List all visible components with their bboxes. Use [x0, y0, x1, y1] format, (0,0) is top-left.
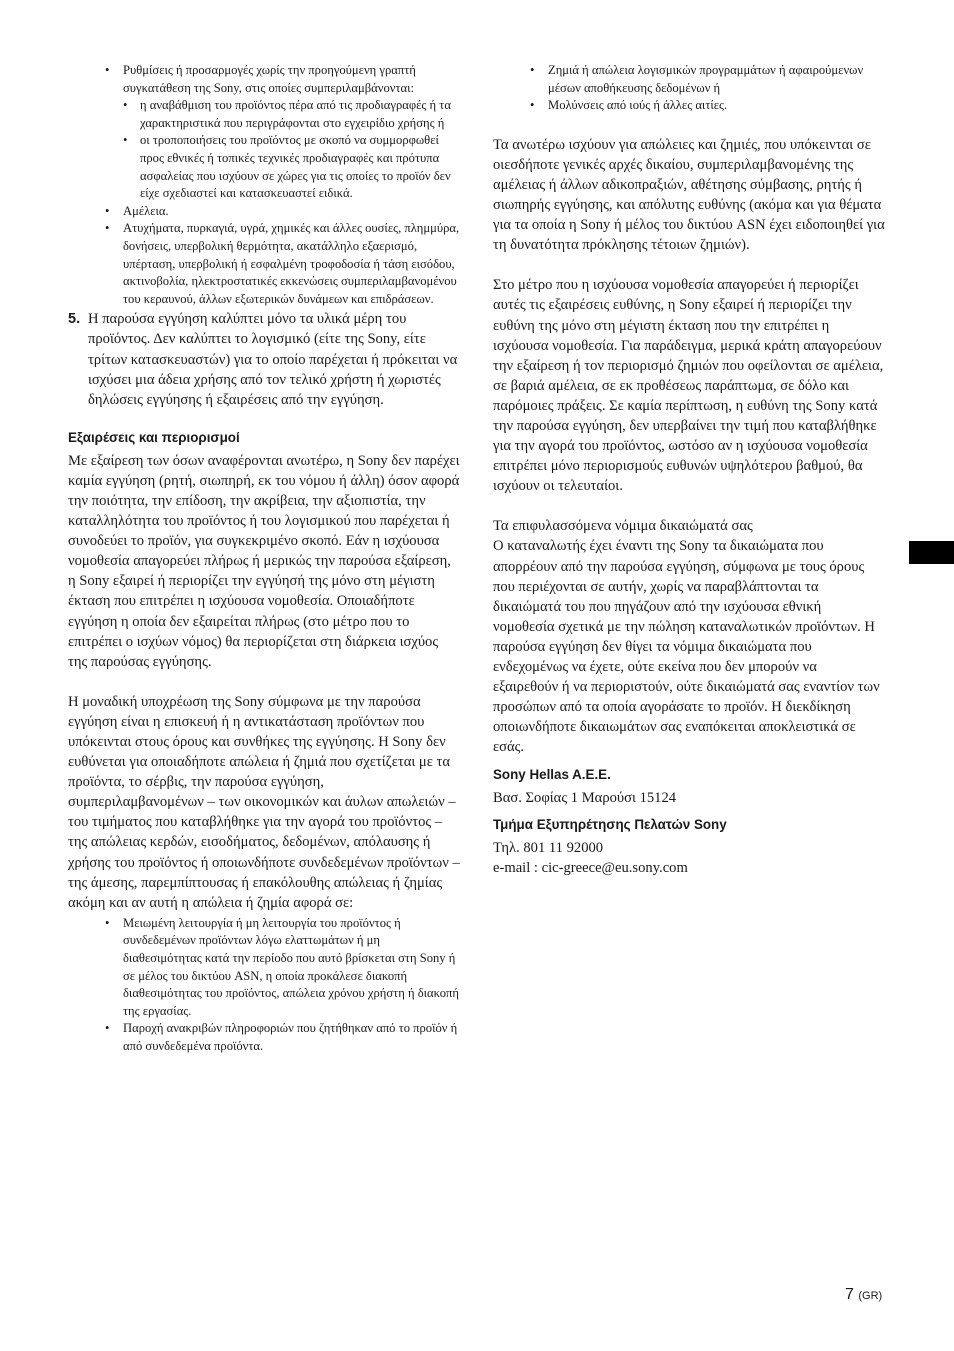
phone-number: Τηλ. 801 11 92000 [493, 839, 604, 856]
paragraph: Με εξαίρεση των όσων αναφέρονται ανωτέρω, η Sony δεν παρέχει καμία εγγύηση (ρητή, σιωπηρή, εκ του νόμου ή άλλη) όσον αφορά την ποιότητα, την επίδοση, την ακρίβεια, την αξιοπιστία, την καταλληλότητα του προϊόντος ή του λογισμικού που παρέχεται ή συνοδεύει το προϊόν, για συγκεκριμένο σκοπό. Εάν η ισχύουσα νομοθεσία απαγορεύει πλήρως ή μερικώς την παρούσα εξαίρεση, η Sony εξαιρεί ή περιορίζει την εγγύησή της μόνο στη μέγιστη έκταση που επιτρέπει η ισχύουσα νομοθεσία. Οποιαδήποτε εγγύηση η οποία δεν εξαιρείται πλήρως (στο μέτρο που το επιτρέπει ο ισχύων νόμος) θα περιορίζεται στη διάρκεια ισχύος της παρούσας εγγύησης. [68, 452, 460, 670]
service-heading: Τμήμα Εξυπηρέτησης Πελατών Sony [493, 816, 727, 832]
right-column [493, 62, 885, 878]
sub-list-item: • οι τροποποιήσεις του προϊόντος με σκοπό να συμμορφωθεί προς εθνικές ή τοπικές τεχνικές προδιαγραφές και πρότυπα ασφαλείας που ισχύουν σε χώρες για τις οποίες το προϊόν δεν είχε σχεδιαστεί και κατασκευαστεί ειδικά. [123, 132, 460, 202]
sub-list-item: • η αναβάθμιση του προϊόντος πέρα από τις προδιαγραφές ή τα χαρακτηριστικά που περιγράφονται στο εγχειρίδιο χρήσης ή [123, 97, 460, 132]
section-heading: Εξαιρέσεις και περιορισμοί [68, 429, 240, 445]
loss-list [68, 915, 460, 1056]
sub-list [123, 97, 460, 203]
list-item [68, 62, 460, 203]
paragraph: Στο μέτρο που η ισχύουσα νομοθεσία απαγορεύει ή περιορίζει αυτές τις εξαιρέσεις ευθύνης, η Sony εξαιρεί ή περιορίζει την ευθύνη της μόνο στη μέγιστη έκταση που την επιτρέπει η ισχύουσα νομοθεσία. Για παράδειγμα, μερικά κράτη απαγορεύουν την εξαίρεση ή τον περιορισμό ζημιών που οφείλονται σε αμέλεια, σε βαριά αμέλεια, σε εκ προθέσεως παράπτωμα, σε δόλο και παρόμοιες πράξεις. Σε καμία περίπτωση, η ευθύνη της Sony κατά την παρούσα εγγύηση, δεν υπερβαίνει την τιμή που καταβλήθηκε για την αγορά του προϊόντος, ωστόσο αν η ισχύουσα νομοθεσία επιτρέπει μόνο περιορισμούς ευθυνών υψηλότερου βαθμού, θα ισχύουν οι τελευταίοι. [493, 277, 884, 495]
company-heading: Sony Hellas A.E.E. [493, 766, 611, 782]
item-text: Η παρούσα εγγύηση καλύπτει μόνο τα υλικά μέρη του προϊόντος. Δεν καλύπτει το λογισμικό (είτε της Sony, είτε τρίτων κατασκευαστών) για το οποίο παρέχεται ή πρόκειται να ισχύσει μια άδεια χρήσης από τον τελικό χρήστη ή χωριστές δηλώσεις εγγύησης ή εξαιρέσεις από την εγγύηση. [88, 311, 458, 408]
email-address: e-mail : cic-greece@eu.sony.com [493, 859, 688, 876]
paragraph: Ο καταναλωτής έχει έναντι της Sony τα δικαιώματα που απορρέουν από την παρούσα εγγύηση, σύμφωνα με τους όρους που περιέχονται σε αυτήν, χωρίς να παραβλάπτονται τα δικαιώματά του που πηγάζουν από την ισχύουσα εθνική νομοθεσία σχετικά με την πώληση καταναλωτικών προϊόντων. Η παρούσα εγγύηση δεν θίγει τα νόμιμα δικαιώματα που ενδεχομένως να έχετε, ούτε εκείνα που δεν μπορούν να εξαιρεθούν ή να περιοριστούν, ούτε δικαιώματά σας εναντίον των προσώπων από τα οποία αγοράσατε το προϊόν. Η διεκδίκηση οποιωνδήποτε δικαιωμάτων σας εναπόκειται αποκλειστικά σε εσάς. [493, 538, 880, 756]
left-column [68, 62, 460, 1056]
page-language-suffix: (GR) [858, 1290, 883, 1302]
paragraph: Η μοναδική υποχρέωση της Sony σύμφωνα με την παρούσα εγγύηση είναι η επισκευή ή η αντικατάσταση προϊόντων που υπόκεινται στους όρους και συνθήκες της εγγύησης. Η Sony δεν ευθύνεται για οποιαδήποτε απώλεια ή ζημιά που σχετίζεται με τα προϊόντα, το σέρβις, την παρούσα εγγύηση, συμπεριλαμβανομένων – των οικονομικών και άυλων απωλειών – του τιμήματος που καταβλήθηκε για την αγορά του προϊόντος – της απώλειας κερδών, εισοδήματος, δεδομένων, απόλαυσης ή χρήσης του προϊόντος ή οποιωνδήποτε συνδεδεμένων προϊόντων – της άμεσης, παρεμπίπτουσας ή επακόλουθης απώλειας ή ζημίας ακόμη και αν αυτή η απώλεια ή ζημία αφορά σε: [68, 693, 460, 911]
list-item-text: Ρυθμίσεις ή προσαρμογές χωρίς την προηγούμενη γραπτή συγκατάθεση της Sony, στις οποίες συμπεριλαμβάνονται: [123, 63, 416, 95]
loss-list-continued [493, 62, 885, 115]
conditions-list [68, 62, 460, 308]
list-item: • Ατυχήματα, πυρκαγιά, υγρά, χημικές και άλλες ουσίες, πλημμύρα, δονήσεις, υπερβολική θερμότητα, ακατάλληλο εξαερισμό, υπέρταση, υπερβολική ή εσφαλμένη τροφοδοσία ή τάση εισόδου, ακτινοβολία, ηλεκτροστατικές εκκενώσεις συμπεριλαμβανομένου του κεραυνού, άλλων εξωτερικών δυνάμεων και επιδράσεων. [68, 220, 460, 308]
list-item: • Αμέλεια. [68, 203, 460, 221]
list-item: • Ζημιά ή απώλεια λογισμικών προγραμμάτων ή αφαιρούμενων μέσων αποθήκευσης δεδομένων ή [493, 62, 885, 97]
list-item: • Παροχή ανακριβών πληροφοριών που ζητήθηκαν από το προϊόν ή από συνδεδεμένα προϊόντα. [68, 1020, 460, 1055]
page-number-value: 7 [845, 1286, 854, 1303]
list-item: • Μειωμένη λειτουργία ή μη λειτουργία του προϊόντος ή συνδεδεμένων προϊόντων λόγω ελαττωμάτων ή μη διαθεσιμότητας κατά την περίοδο που αυτό βρίσκεται στη Sony ή σε μέλος του δικτύου ASN, η οποία προκάλεσε διακοπή διαθεσιμότητας του προϊόντος, απώλεια χρόνου χρήστη ή διακοπή της εργασίας. [68, 915, 460, 1021]
section-tab-marker [909, 541, 954, 564]
page-number [845, 1286, 882, 1304]
item-number: 5. [68, 311, 81, 328]
rights-title: Τα επιφυλασσόμενα νόμιμα δικαιώματά σας [493, 518, 753, 535]
company-address: Βασ. Σοφίας 1 Μαρούσι 15124 [493, 789, 677, 806]
list-item: • Μολύνσεις από ιούς ή άλλες αιτίες. [493, 97, 885, 115]
numbered-item-5 [68, 309, 460, 409]
paragraph: Τα ανωτέρω ισχύουν για απώλειες και ζημιές, που υπόκεινται σε οιεσδήποτε γενικές αρχές δικαίου, συμπεριλαμβανομένης της αμέλειας ή άλλων αδικοπραξιών, αθέτησης σύμβασης, ρητής ή σιωπηρής εγγύησης, και απόλυτης ευθύνης (ακόμα και για θέματα για τα οποία η Sony ή μέλος του δικτύου ASN έχει ειδοποιηθεί για τη δυνατότητα πρόκλησης τέτοιων ζημιών). [493, 136, 885, 254]
rights-section [493, 516, 885, 757]
